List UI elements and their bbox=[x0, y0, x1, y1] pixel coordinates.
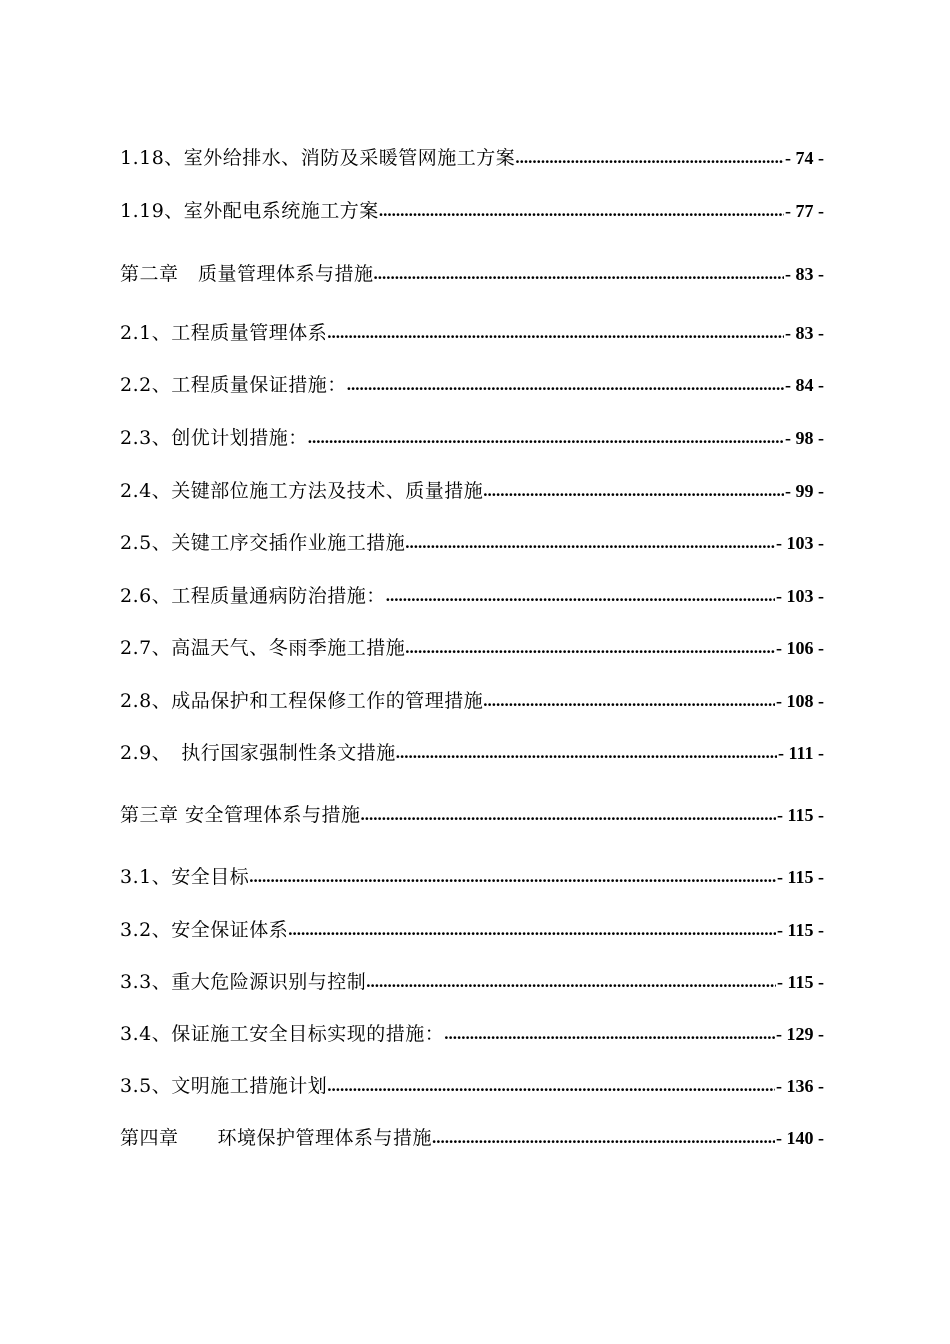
toc-entry[interactable] bbox=[120, 741, 824, 765]
toc-dot-leader bbox=[483, 479, 784, 503]
toc-page-number: - 83 - bbox=[785, 264, 824, 284]
toc-dot-leader bbox=[249, 865, 776, 889]
toc-chapter-entry[interactable] bbox=[120, 803, 824, 827]
toc-page-number: - 99 - bbox=[785, 481, 824, 501]
toc-entry[interactable] bbox=[120, 1022, 824, 1046]
toc-dot-leader bbox=[374, 262, 784, 286]
toc-entry[interactable] bbox=[120, 426, 824, 450]
toc-entry-title: 2.8、成品保护和工程保修工作的管理措施 bbox=[120, 690, 484, 712]
toc-entry[interactable] bbox=[120, 321, 824, 345]
toc-entry-title: 3.1、安全目标 bbox=[120, 866, 250, 888]
toc-page-number: - 84 - bbox=[785, 375, 824, 395]
toc-entry-title: 第四章 环境保护管理体系与措施 bbox=[120, 1127, 433, 1149]
toc-dot-leader bbox=[288, 918, 776, 942]
toc-entry[interactable] bbox=[120, 1074, 824, 1098]
toc-page-number: - 83 - bbox=[785, 323, 824, 343]
toc-entry-title: 2.9、 执行国家强制性条文措施 bbox=[120, 742, 396, 764]
toc-entry-title: 3.5、文明施工措施计划 bbox=[120, 1075, 328, 1097]
toc-page-number: - 106 - bbox=[776, 638, 824, 658]
table-of-contents bbox=[120, 0, 824, 1344]
toc-dot-leader bbox=[327, 321, 784, 345]
toc-dot-leader bbox=[515, 146, 784, 170]
toc-dot-leader bbox=[432, 1126, 775, 1150]
toc-dot-leader bbox=[386, 584, 775, 608]
toc-entry-title: 3.2、安全保证体系 bbox=[120, 919, 289, 941]
toc-dot-leader bbox=[396, 741, 777, 765]
toc-entry[interactable] bbox=[120, 373, 824, 397]
toc-dot-leader bbox=[327, 1074, 775, 1098]
toc-entry-title: 2.4、关键部位施工方法及技术、质量措施 bbox=[120, 480, 484, 502]
toc-page-number: - 111 - bbox=[777, 743, 824, 763]
toc-entry-title: 2.1、工程质量管理体系 bbox=[120, 322, 328, 344]
toc-page-number: - 115 - bbox=[777, 867, 824, 887]
toc-entry[interactable] bbox=[120, 584, 824, 608]
toc-entry[interactable] bbox=[120, 531, 824, 555]
toc-page-number: - 140 - bbox=[776, 1128, 824, 1148]
toc-entry[interactable] bbox=[120, 918, 824, 942]
toc-entry[interactable] bbox=[120, 146, 824, 170]
toc-dot-leader bbox=[444, 1022, 775, 1046]
toc-dot-leader bbox=[361, 803, 776, 827]
toc-dot-leader bbox=[483, 689, 775, 713]
toc-dot-leader bbox=[405, 531, 775, 555]
toc-entry-title: 2.3、创优计划措施： bbox=[120, 427, 308, 449]
toc-page-number: - 136 - bbox=[776, 1076, 824, 1096]
toc-page-number: - 103 - bbox=[776, 586, 824, 606]
toc-entry[interactable] bbox=[120, 689, 824, 713]
toc-page-number: - 115 - bbox=[777, 920, 824, 940]
toc-page-number: - 103 - bbox=[776, 533, 824, 553]
toc-entry-title: 1.19、室外配电系统施工方案 bbox=[120, 200, 379, 222]
toc-entry-title: 1.18、室外给排水、消防及采暖管网施工方案 bbox=[120, 147, 516, 169]
toc-entry[interactable] bbox=[120, 199, 824, 223]
toc-dot-leader bbox=[379, 199, 784, 223]
toc-page-number: - 74 - bbox=[785, 148, 824, 168]
toc-page-number: - 115 - bbox=[777, 805, 824, 825]
toc-dot-leader bbox=[308, 426, 784, 450]
toc-page-number: - 98 - bbox=[785, 428, 824, 448]
toc-dot-leader bbox=[347, 373, 784, 397]
toc-page-number: - 108 - bbox=[776, 691, 824, 711]
toc-page-number: - 115 - bbox=[777, 972, 824, 992]
toc-entry[interactable] bbox=[120, 970, 824, 994]
toc-dot-leader bbox=[366, 970, 776, 994]
toc-entry-title: 2.5、关键工序交插作业施工措施 bbox=[120, 532, 406, 554]
toc-chapter-entry[interactable] bbox=[120, 1126, 824, 1150]
toc-chapter-entry[interactable] bbox=[120, 262, 824, 286]
toc-entry-title: 3.3、重大危险源识别与控制 bbox=[120, 971, 367, 993]
toc-entry-title: 第二章 质量管理体系与措施 bbox=[120, 263, 374, 285]
toc-entry[interactable] bbox=[120, 636, 824, 660]
toc-entry-title: 第三章 安全管理体系与措施 bbox=[120, 804, 361, 826]
toc-entry-title: 2.2、工程质量保证措施： bbox=[120, 374, 347, 396]
toc-dot-leader bbox=[405, 636, 775, 660]
toc-entry[interactable] bbox=[120, 865, 824, 889]
toc-entry-title: 3.4、保证施工安全目标实现的措施： bbox=[120, 1023, 445, 1045]
toc-entry-title: 2.6、工程质量通病防治措施： bbox=[120, 585, 386, 607]
toc-entry[interactable] bbox=[120, 479, 824, 503]
toc-entry-title: 2.7、高温天气、冬雨季施工措施 bbox=[120, 637, 406, 659]
toc-page-number: - 129 - bbox=[776, 1024, 824, 1044]
toc-page-number: - 77 - bbox=[785, 201, 824, 221]
